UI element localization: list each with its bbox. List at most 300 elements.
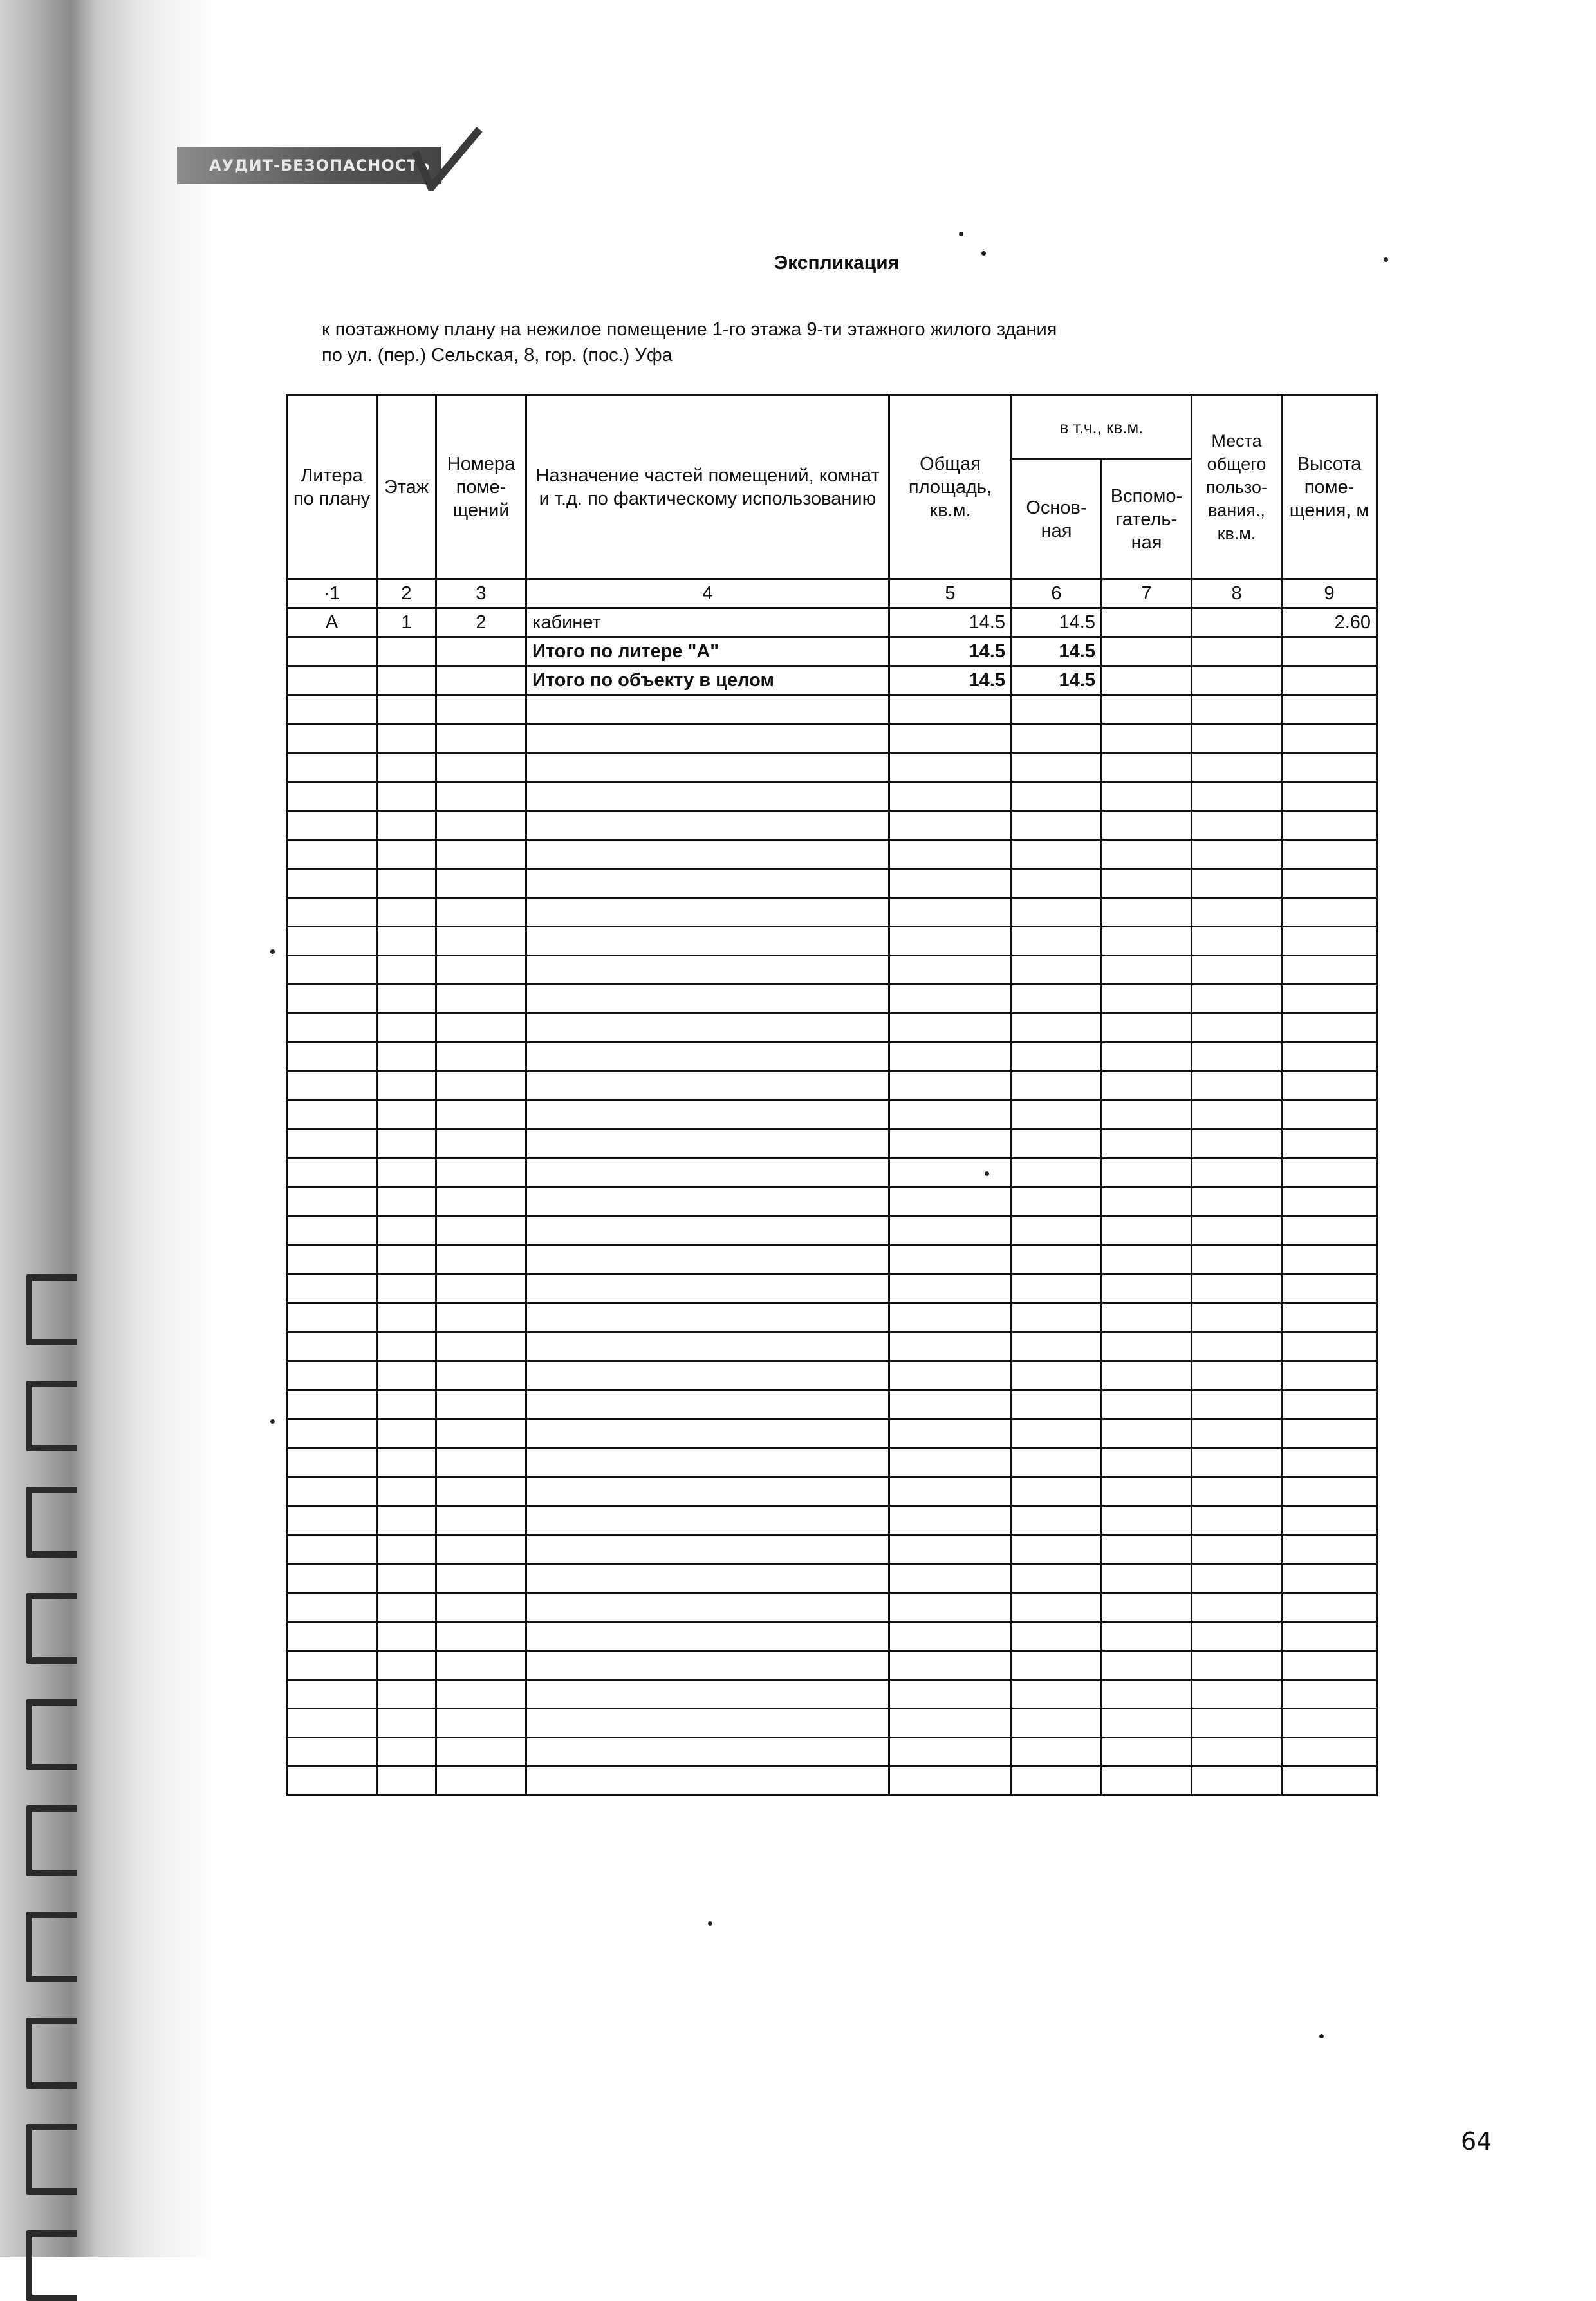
empty-cell (1282, 1216, 1377, 1245)
empty-cell (287, 1274, 377, 1303)
empty-cell (526, 1477, 889, 1506)
empty-cell (1012, 898, 1102, 927)
empty-table-row (287, 869, 1377, 898)
empty-cell (889, 869, 1012, 898)
empty-cell (889, 840, 1012, 869)
empty-cell (1012, 1274, 1102, 1303)
empty-table-row (287, 1130, 1377, 1159)
empty-cell (889, 753, 1012, 782)
page-number: 64 (1461, 2127, 1492, 2156)
empty-cell (1192, 1564, 1282, 1593)
empty-table-row (287, 1245, 1377, 1274)
empty-cell (1102, 1245, 1192, 1274)
empty-cell (889, 1159, 1012, 1188)
empty-table-row (287, 811, 1377, 840)
empty-cell (1102, 1419, 1192, 1448)
explication-table (286, 394, 1378, 1796)
empty-cell (1102, 811, 1192, 840)
empty-cell (1282, 1332, 1377, 1361)
empty-cell (1282, 869, 1377, 898)
empty-cell (526, 1188, 889, 1216)
empty-cell (1102, 1448, 1192, 1477)
binding-ring (26, 1593, 77, 1664)
empty-table-row (287, 1709, 1377, 1738)
subtitle-line-1: к поэтажному плану на нежилое помещение 1-го этажа 9-ти этажного жилого здания (322, 319, 1057, 340)
header-auxiliary: Вспомо-гатель-ная (1102, 460, 1192, 579)
header-main: Основ-ная (1012, 460, 1102, 579)
empty-cell (1102, 1361, 1192, 1390)
empty-cell (436, 1072, 526, 1101)
table-row (287, 637, 1377, 666)
empty-cell (1102, 1274, 1192, 1303)
empty-cell (889, 811, 1012, 840)
cell-common (1192, 608, 1282, 637)
empty-cell (1282, 1043, 1377, 1072)
empty-cell (1282, 1622, 1377, 1651)
empty-cell (526, 1303, 889, 1332)
empty-cell (377, 1448, 436, 1477)
empty-cell (1192, 1188, 1282, 1216)
empty-cell (1282, 724, 1377, 753)
column-number: 3 (436, 579, 526, 608)
empty-cell (1282, 1361, 1377, 1390)
empty-cell (1012, 927, 1102, 956)
empty-cell (287, 1651, 377, 1680)
header-floor: Этаж (377, 395, 436, 579)
empty-cell (1192, 1361, 1282, 1390)
speck (270, 949, 275, 954)
empty-cell (436, 811, 526, 840)
empty-cell (526, 956, 889, 985)
empty-cell (1012, 1245, 1102, 1274)
empty-cell (287, 1419, 377, 1448)
empty-cell (1192, 927, 1282, 956)
empty-cell (526, 1680, 889, 1709)
empty-cell (287, 1390, 377, 1419)
empty-table-row (287, 695, 1377, 724)
empty-table-row (287, 1043, 1377, 1072)
empty-cell (1102, 1506, 1192, 1535)
empty-cell (1282, 1448, 1377, 1477)
cell-total: 14.5 (889, 666, 1012, 695)
empty-cell (889, 1101, 1012, 1130)
cell-floor: 1 (377, 608, 436, 637)
empty-cell (526, 1101, 889, 1130)
empty-cell (1282, 1477, 1377, 1506)
empty-cell (1192, 1738, 1282, 1767)
empty-cell (436, 1622, 526, 1651)
empty-cell (1282, 1680, 1377, 1709)
empty-cell (377, 1419, 436, 1448)
cell-floor (377, 666, 436, 695)
empty-cell (526, 1506, 889, 1535)
binding-ring (26, 2230, 77, 2301)
empty-cell (1012, 956, 1102, 985)
empty-cell (1012, 1593, 1102, 1622)
column-number: 9 (1282, 579, 1377, 608)
cell-main: 14.5 (1012, 608, 1102, 637)
empty-cell (1012, 1767, 1102, 1796)
empty-cell (436, 695, 526, 724)
empty-cell (889, 1709, 1012, 1738)
empty-cell (1192, 1448, 1282, 1477)
empty-cell (526, 869, 889, 898)
empty-table-row (287, 1274, 1377, 1303)
empty-cell (1012, 753, 1102, 782)
empty-cell (526, 1390, 889, 1419)
empty-cell (287, 1014, 377, 1043)
empty-cell (1282, 1390, 1377, 1419)
empty-cell (377, 1506, 436, 1535)
empty-cell (1102, 956, 1192, 985)
empty-cell (1192, 1767, 1282, 1796)
empty-cell (377, 927, 436, 956)
company-logo (177, 147, 441, 184)
empty-cell (377, 840, 436, 869)
empty-cell (1192, 1593, 1282, 1622)
speck (985, 1171, 989, 1176)
empty-cell (377, 1303, 436, 1332)
empty-cell (377, 1130, 436, 1159)
empty-cell (287, 1767, 377, 1796)
empty-cell (1192, 1680, 1282, 1709)
empty-table-row (287, 1419, 1377, 1448)
empty-cell (436, 1159, 526, 1188)
column-number: 4 (526, 579, 889, 608)
empty-cell (1192, 956, 1282, 985)
empty-cell (889, 927, 1012, 956)
empty-cell (1102, 898, 1192, 927)
empty-cell (287, 1072, 377, 1101)
column-number: 6 (1012, 579, 1102, 608)
empty-cell (1012, 1506, 1102, 1535)
empty-cell (1282, 956, 1377, 985)
empty-cell (377, 695, 436, 724)
empty-cell (1282, 898, 1377, 927)
empty-cell (1102, 1072, 1192, 1101)
binding-ring (26, 1274, 77, 1345)
empty-cell (1012, 811, 1102, 840)
empty-cell (1282, 782, 1377, 811)
empty-table-row (287, 1738, 1377, 1767)
empty-cell (377, 1651, 436, 1680)
header-total-area: Общая площадь, кв.м. (889, 395, 1012, 579)
empty-cell (436, 898, 526, 927)
empty-cell (1012, 1159, 1102, 1188)
empty-cell (526, 927, 889, 956)
empty-cell (377, 1390, 436, 1419)
empty-cell (889, 1390, 1012, 1419)
empty-table-row (287, 1767, 1377, 1796)
empty-cell (287, 927, 377, 956)
empty-cell (1012, 1361, 1102, 1390)
empty-cell (1012, 1651, 1102, 1680)
empty-cell (287, 1535, 377, 1564)
column-number: 8 (1192, 579, 1282, 608)
header-room-numbers: Номера поме-щений (436, 395, 526, 579)
empty-cell (436, 1535, 526, 1564)
empty-cell (526, 1651, 889, 1680)
empty-cell (1102, 1593, 1192, 1622)
empty-cell (377, 753, 436, 782)
empty-cell (1012, 1043, 1102, 1072)
empty-cell (889, 956, 1012, 985)
empty-cell (526, 1159, 889, 1188)
empty-cell (1282, 1245, 1377, 1274)
empty-cell (1192, 1709, 1282, 1738)
empty-cell (889, 1043, 1012, 1072)
empty-table-row (287, 1448, 1377, 1477)
header-common-areas: Места общего пользо-вания., кв.м. (1192, 395, 1282, 579)
empty-cell (1192, 782, 1282, 811)
cell-purpose: Итого по объекту в целом (526, 666, 889, 695)
cell-litera: А (287, 608, 377, 637)
empty-table-row (287, 840, 1377, 869)
empty-cell (526, 1535, 889, 1564)
binding-ring (26, 1699, 77, 1770)
empty-cell (889, 1245, 1012, 1274)
empty-cell (1192, 1303, 1282, 1332)
header-including: в т.ч., кв.м. (1012, 395, 1192, 460)
empty-cell (1282, 1130, 1377, 1159)
empty-cell (287, 1622, 377, 1651)
empty-cell (1012, 840, 1102, 869)
empty-cell (889, 1303, 1012, 1332)
empty-cell (287, 985, 377, 1014)
empty-cell (1102, 1651, 1192, 1680)
empty-cell (377, 1159, 436, 1188)
empty-cell (1282, 1159, 1377, 1188)
empty-cell (1192, 1274, 1282, 1303)
cell-aux (1102, 666, 1192, 695)
empty-cell (889, 985, 1012, 1014)
empty-cell (889, 1738, 1012, 1767)
speck (981, 251, 986, 256)
empty-cell (377, 1738, 436, 1767)
empty-cell (889, 1593, 1012, 1622)
empty-table-row (287, 782, 1377, 811)
header-litera: Литера по плану (287, 395, 377, 579)
cell-common (1192, 637, 1282, 666)
empty-cell (526, 724, 889, 753)
empty-table-row (287, 1390, 1377, 1419)
empty-cell (1102, 1390, 1192, 1419)
empty-cell (287, 956, 377, 985)
empty-cell (526, 1043, 889, 1072)
empty-cell (526, 840, 889, 869)
empty-cell (1102, 782, 1192, 811)
empty-cell (287, 811, 377, 840)
empty-cell (436, 1332, 526, 1361)
cell-purpose: Итого по литере "А" (526, 637, 889, 666)
empty-cell (1102, 869, 1192, 898)
empty-cell (436, 782, 526, 811)
empty-cell (377, 1216, 436, 1245)
empty-cell (287, 1738, 377, 1767)
empty-cell (526, 1245, 889, 1274)
empty-cell (1282, 1188, 1377, 1216)
empty-cell (287, 1159, 377, 1188)
empty-cell (1012, 1072, 1102, 1101)
empty-cell (436, 927, 526, 956)
empty-cell (377, 869, 436, 898)
empty-cell (436, 1245, 526, 1274)
empty-cell (526, 898, 889, 927)
empty-cell (1192, 695, 1282, 724)
empty-cell (1192, 1651, 1282, 1680)
empty-cell (1192, 1477, 1282, 1506)
empty-cell (436, 1477, 526, 1506)
empty-table-row (287, 927, 1377, 956)
empty-cell (526, 1332, 889, 1361)
empty-cell (287, 898, 377, 927)
empty-cell (1102, 1014, 1192, 1043)
empty-cell (377, 1332, 436, 1361)
empty-cell (287, 695, 377, 724)
empty-cell (1012, 1477, 1102, 1506)
empty-table-row (287, 1622, 1377, 1651)
empty-cell (1282, 1564, 1377, 1593)
empty-cell (287, 1101, 377, 1130)
empty-cell (526, 1593, 889, 1622)
header-height: Высота поме-щения, м (1282, 395, 1377, 579)
empty-cell (287, 1506, 377, 1535)
empty-cell (889, 724, 1012, 753)
empty-cell (377, 1622, 436, 1651)
empty-cell (1102, 927, 1192, 956)
empty-cell (1012, 1188, 1102, 1216)
cell-room (436, 666, 526, 695)
empty-cell (436, 1651, 526, 1680)
empty-cell (526, 1014, 889, 1043)
cell-litera (287, 666, 377, 695)
empty-cell (287, 1709, 377, 1738)
empty-cell (1282, 1101, 1377, 1130)
empty-cell (287, 1477, 377, 1506)
empty-cell (1012, 1709, 1102, 1738)
empty-cell (287, 1216, 377, 1245)
empty-cell (287, 869, 377, 898)
empty-cell (1282, 1767, 1377, 1796)
empty-cell (436, 1014, 526, 1043)
empty-cell (1102, 1303, 1192, 1332)
empty-cell (436, 1216, 526, 1245)
empty-cell (1282, 695, 1377, 724)
empty-cell (287, 1680, 377, 1709)
empty-cell (1012, 1014, 1102, 1043)
table-row (287, 608, 1377, 637)
empty-table-row (287, 1159, 1377, 1188)
empty-cell (1282, 753, 1377, 782)
empty-cell (1282, 1506, 1377, 1535)
empty-cell (526, 1419, 889, 1448)
empty-cell (1012, 724, 1102, 753)
empty-cell (436, 1564, 526, 1593)
empty-cell (1102, 840, 1192, 869)
cell-total: 14.5 (889, 637, 1012, 666)
empty-cell (1282, 1593, 1377, 1622)
subtitle-line-2: по ул. (пер.) Сельская, 8, гор. (пос.) Уфа (322, 345, 673, 366)
column-number: 5 (889, 579, 1012, 608)
empty-cell (1192, 985, 1282, 1014)
empty-cell (436, 1448, 526, 1477)
binding-ring (26, 1805, 77, 1876)
empty-cell (377, 724, 436, 753)
empty-cell (1102, 1709, 1192, 1738)
empty-cell (436, 1390, 526, 1419)
empty-cell (436, 1738, 526, 1767)
empty-cell (889, 782, 1012, 811)
empty-cell (889, 1448, 1012, 1477)
empty-cell (1282, 840, 1377, 869)
empty-cell (436, 1593, 526, 1622)
empty-cell (889, 1651, 1012, 1680)
empty-cell (1102, 1130, 1192, 1159)
empty-cell (436, 1680, 526, 1709)
empty-cell (1282, 985, 1377, 1014)
empty-cell (1012, 1303, 1102, 1332)
speck (1384, 257, 1388, 262)
cell-height: 2.60 (1282, 608, 1377, 637)
empty-cell (377, 1014, 436, 1043)
empty-cell (377, 1361, 436, 1390)
empty-cell (526, 753, 889, 782)
empty-cell (1102, 1188, 1192, 1216)
empty-table-row (287, 1014, 1377, 1043)
empty-table-row (287, 985, 1377, 1014)
empty-cell (1282, 1014, 1377, 1043)
column-number: ·1 (287, 579, 377, 608)
empty-cell (436, 869, 526, 898)
empty-cell (1102, 1767, 1192, 1796)
empty-cell (436, 724, 526, 753)
cell-litera (287, 637, 377, 666)
cell-floor (377, 637, 436, 666)
empty-table-row (287, 956, 1377, 985)
empty-cell (1102, 1101, 1192, 1130)
empty-cell (526, 1130, 889, 1159)
empty-cell (377, 782, 436, 811)
empty-cell (1192, 1072, 1282, 1101)
empty-cell (889, 695, 1012, 724)
empty-cell (287, 753, 377, 782)
empty-cell (1102, 1535, 1192, 1564)
empty-cell (1102, 1159, 1192, 1188)
empty-cell (526, 695, 889, 724)
empty-cell (1282, 1303, 1377, 1332)
empty-cell (1192, 1535, 1282, 1564)
empty-table-row (287, 1535, 1377, 1564)
empty-cell (1012, 869, 1102, 898)
empty-cell (526, 1216, 889, 1245)
empty-cell (889, 1130, 1012, 1159)
empty-table-row (287, 1188, 1377, 1216)
empty-table-row (287, 1680, 1377, 1709)
empty-cell (526, 782, 889, 811)
empty-cell (889, 1767, 1012, 1796)
empty-cell (436, 840, 526, 869)
empty-cell (1012, 1390, 1102, 1419)
empty-cell (377, 1043, 436, 1072)
empty-cell (889, 1535, 1012, 1564)
empty-cell (1282, 927, 1377, 956)
document-subtitle (322, 317, 1223, 368)
cell-main: 14.5 (1012, 637, 1102, 666)
column-number: 7 (1102, 579, 1192, 608)
document-title: Экспликация (774, 252, 900, 274)
empty-cell (1102, 1680, 1192, 1709)
empty-cell (889, 898, 1012, 927)
